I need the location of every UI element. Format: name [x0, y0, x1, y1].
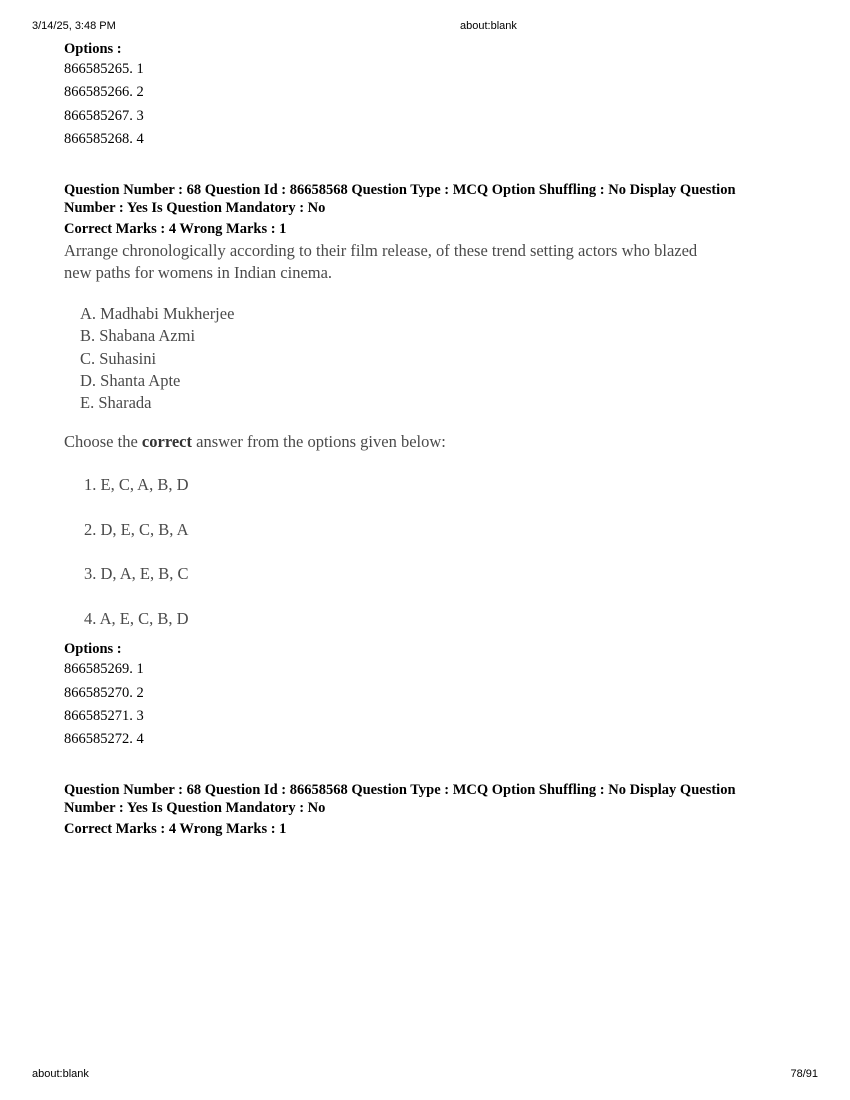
list-item: E. Sharada [80, 393, 152, 412]
answer-choice: 1. E, C, A, B, D [84, 475, 189, 495]
question-items [64, 303, 804, 414]
print-url: about:blank [460, 20, 517, 32]
next-question-marks: Correct Marks : 4 Wrong Marks : 1 [64, 821, 287, 838]
question-header-line: Number : Yes Is Question Mandatory : No [64, 800, 326, 817]
answer-choice: 2. D, E, C, B, A [84, 519, 189, 539]
answer-choice: 3. D, A, E, B, C [84, 564, 189, 584]
prompt-emphasis: correct [141, 432, 192, 452]
print-datetime: 3/14/25, 3:48 PM [32, 20, 116, 32]
page-number: 78/91 [790, 1068, 818, 1080]
list-item: A. Madhabi Mukherjee [80, 304, 235, 324]
option-line: 866585270. 2 [64, 684, 144, 701]
question-marks: Correct Marks : 4 Wrong Marks : 1 [64, 221, 287, 238]
previous-options [64, 40, 804, 151]
question-stem [64, 240, 804, 284]
next-question-header [64, 781, 804, 817]
option-line: 866585271. 3 [64, 707, 144, 724]
option-line: 866585268. 4 [64, 130, 144, 147]
option-line: 866585266. 2 [64, 84, 144, 101]
answer-prompt [64, 431, 804, 453]
prompt-text: answer from the options given below: [192, 432, 446, 452]
document-content [64, 40, 804, 838]
answer-choices [64, 475, 804, 653]
question-header-line: Question Number : 68 Question Id : 86658568 Question Type : MCQ Option Shuffling : No Display Question [64, 182, 736, 199]
list-item: C. Suhasini [80, 348, 157, 368]
options-label: Options : [64, 41, 122, 57]
question-header-line: Question Number : 68 Question Id : 86658568 Question Type : MCQ Option Shuffling : No Display Question [64, 782, 736, 799]
answer-choice: 4. A, E, C, B, D [84, 608, 189, 628]
stem-line: new paths for womens in Indian cinema. [64, 263, 333, 283]
option-line: 866585267. 3 [64, 107, 144, 124]
options-label: Options : [64, 641, 122, 658]
question-header [64, 181, 804, 217]
question-image-text [64, 240, 804, 653]
option-line: 866585265. 1 [64, 61, 144, 77]
stem-line: Arrange chronologically according to their film release, of these trend setting actors who blazed [64, 241, 698, 261]
option-line: 866585269. 1 [64, 661, 144, 678]
question-header-line: Number : Yes Is Question Mandatory : No [64, 200, 326, 217]
list-item: B. Shabana Azmi [80, 326, 196, 346]
question-options [64, 640, 804, 751]
prompt-text: Choose the [64, 432, 142, 452]
list-item: D. Shanta Apte [80, 370, 181, 390]
footer-url: about:blank [32, 1068, 89, 1080]
option-line: 866585272. 4 [64, 731, 144, 748]
